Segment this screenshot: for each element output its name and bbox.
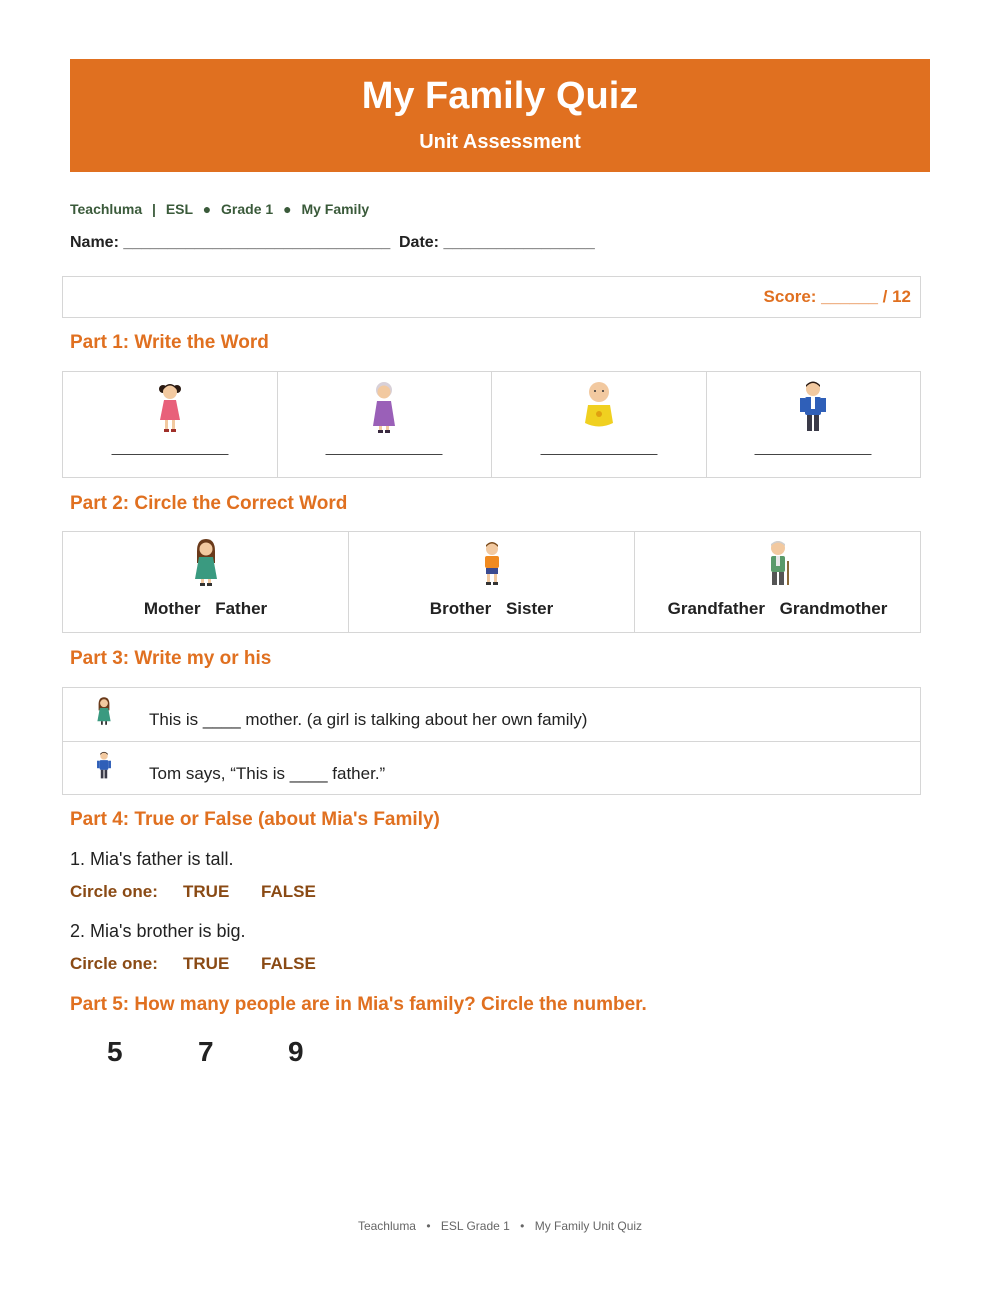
girl-icon [155,378,185,434]
baby-icon [583,378,615,434]
topic-label: My Family [301,201,370,217]
part3-row [63,742,920,795]
meta-bullet: ● [202,201,212,217]
footer-bullet: • [520,1219,525,1233]
part1-item [63,372,278,477]
true-option[interactable]: TRUE [183,882,230,901]
page-subtitle: Unit Assessment [419,131,581,153]
page-footer [0,1219,1000,1233]
option-sister[interactable]: Sister [505,599,554,618]
true-option[interactable]: TRUE [183,954,230,973]
grandfather-icon [763,537,793,587]
option-mother[interactable]: Mother [143,599,201,618]
sentence-text[interactable]: Tom says, “This is ____ father.” [149,764,386,783]
title-banner [70,59,930,172]
part1-picture-grid [62,371,921,478]
meta-divider: | [152,201,156,217]
part3-sentence-table [62,687,921,795]
number-option[interactable]: 9 [288,1036,304,1067]
part2-item [63,532,349,632]
mother-icon [191,537,221,587]
option-pair [349,599,634,619]
answer-line[interactable] [111,454,228,455]
footer-course: ESL Grade 1 [440,1219,510,1233]
part2-item [635,532,920,632]
score-box [62,276,921,318]
part2-choice-grid [62,531,921,633]
part2-title: Part 2: Circle the Correct Word [70,493,348,514]
boy-icon [797,378,829,434]
part1-title: Part 1: Write the Word [70,332,269,353]
brand-label: Teachluma [70,201,143,217]
meta-bullet: ● [283,201,292,217]
name-date-row [70,234,595,252]
part1-item [707,372,921,477]
tf-answer-row-2 [70,954,316,974]
option-pair [635,599,920,619]
tf-question-1: 1. Mia's father is tall. [70,849,234,869]
boy-icon [95,750,113,780]
score-field[interactable]: Score: ______ / 12 [763,287,911,306]
meta-line [70,201,369,217]
footer-brand: Teachluma [357,1219,416,1233]
subject-label: ESL [165,201,193,217]
false-option[interactable]: FALSE [261,882,316,901]
grandmother-icon [369,378,399,434]
part1-item [492,372,707,477]
date-field[interactable]: Date: _________________ [399,234,595,251]
name-field[interactable]: Name: ______________________________ [70,234,391,251]
answer-line[interactable] [540,454,657,455]
part4-title: Part 4: True or False (about Mia's Family) [70,809,440,830]
option-father[interactable]: Father [215,599,268,618]
footer-bullet: • [426,1219,431,1233]
sentence-text[interactable]: This is ____ mother. (a girl is talking about her own family) [149,710,588,729]
page-title: My Family Quiz [361,75,639,117]
part3-title: Part 3: Write my or his [70,648,272,669]
grade-label: Grade 1 [221,201,274,217]
part2-item [349,532,635,632]
part3-row [63,688,920,742]
answer-line[interactable] [326,454,443,455]
brother-icon [479,537,505,587]
girl-icon [95,696,113,726]
number-option[interactable]: 5 [107,1036,123,1067]
number-option[interactable]: 7 [198,1036,214,1067]
tf-answer-row-1 [70,882,316,902]
tf-question-2: 2. Mia's brother is big. [70,921,246,941]
false-option[interactable]: FALSE [261,954,316,973]
part1-item [278,372,493,477]
option-grandfather[interactable]: Grandfather [667,599,765,618]
option-pair [63,599,348,619]
answer-line[interactable] [755,454,872,455]
part5-title: Part 5: How many people are in Mia's family? Circle the number. [70,994,647,1015]
circle-one-label: Circle one: [70,882,158,901]
option-grandmother[interactable]: Grandmother [779,599,888,618]
circle-one-label: Circle one: [70,954,158,973]
footer-doc: My Family Unit Quiz [534,1219,643,1233]
option-brother[interactable]: Brother [429,599,492,618]
